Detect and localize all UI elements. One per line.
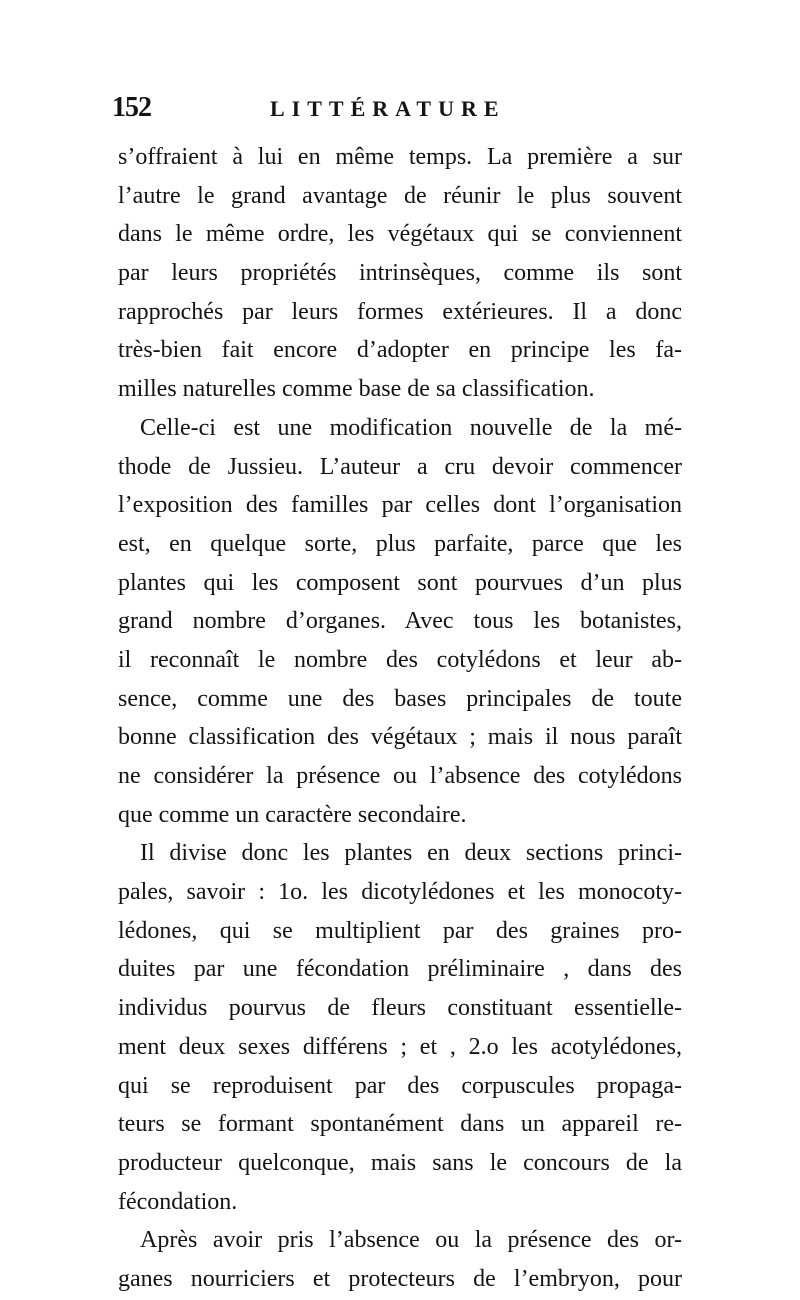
text-line: milles naturelles comme base de sa classification. — [118, 376, 595, 403]
text-line: thode de Jussieu. L’auteur a cru devoir commencer — [118, 453, 682, 480]
text-line: fécondation. — [118, 1188, 238, 1215]
text-line: Celle-ci est une modification nouvelle de la mé- — [140, 414, 682, 441]
text-line: ne considérer la présence ou l’absence des cotylédons — [118, 763, 682, 789]
body-text — [118, 138, 682, 1299]
text-line: dans le même ordre, les végétaux qui se conviennent — [118, 221, 682, 248]
page-number: 152 — [112, 92, 151, 123]
text-line: ganes nourriciers et protecteurs de l’embryon, pour — [118, 1265, 682, 1292]
text-line: qui se reproduisent par des corpuscules propaga- — [118, 1072, 682, 1099]
text-line: ment deux sexes différens ; et , 2.o les acotylédones, — [118, 1033, 682, 1060]
text-line: par leurs propriétés intrinsèques, comme ils sont — [118, 260, 682, 287]
text-line: lédones, qui se multiplient par des graines pro- — [118, 917, 682, 944]
text-line: très-bien fait encore d’adopter en principe les fa- — [118, 337, 682, 364]
text-line: l’exposition des familles par celles dont l’organisation — [118, 492, 682, 519]
text-line: l’autre le grand avantage de réunir le plus souvent — [118, 182, 682, 209]
text-line: grand nombre d’organes. Avec tous les botanistes, — [118, 608, 682, 635]
paragraph-4 — [118, 1221, 682, 1298]
text-line: Il divise donc les plantes en deux sections princi- — [140, 840, 682, 867]
text-line: sence, comme une des bases principales de toute — [118, 685, 682, 712]
text-line: producteur quelconque, mais sans le concours de la — [118, 1149, 682, 1176]
text-line: bonne classification des végétaux ; mais il nous paraît — [118, 724, 682, 751]
text-line: rapprochés par leurs formes extérieures. Il a donc — [118, 298, 682, 325]
text-line: duites par une fécondation préliminaire , dans des — [118, 956, 682, 983]
paragraph-1 — [118, 138, 682, 409]
text-line: pales, savoir : 1o. les dicotylédones et les monocoty- — [118, 879, 682, 906]
text-line: plantes qui les composent sont pourvues d’un plus — [118, 569, 682, 596]
text-line: teurs se formant spontanément dans un appareil re- — [118, 1111, 682, 1138]
text-line: est, en quelque sorte, plus parfaite, parce que les — [118, 530, 682, 557]
paragraph-3 — [118, 834, 682, 1221]
text-line: Après avoir pris l’absence ou la présence des or- — [140, 1227, 682, 1254]
running-title: LITTÉRATURE — [270, 96, 506, 121]
text-line: que comme un caractère secondaire. — [118, 801, 467, 828]
text-line: s’offraient à lui en même temps. La première a sur — [118, 144, 682, 170]
text-line: individus pourvus de fleurs constituant essentielle- — [118, 995, 682, 1022]
running-head — [112, 92, 682, 132]
paragraph-2 — [118, 409, 682, 835]
text-line: il reconnaît le nombre des cotylédons et leur ab- — [118, 646, 682, 673]
